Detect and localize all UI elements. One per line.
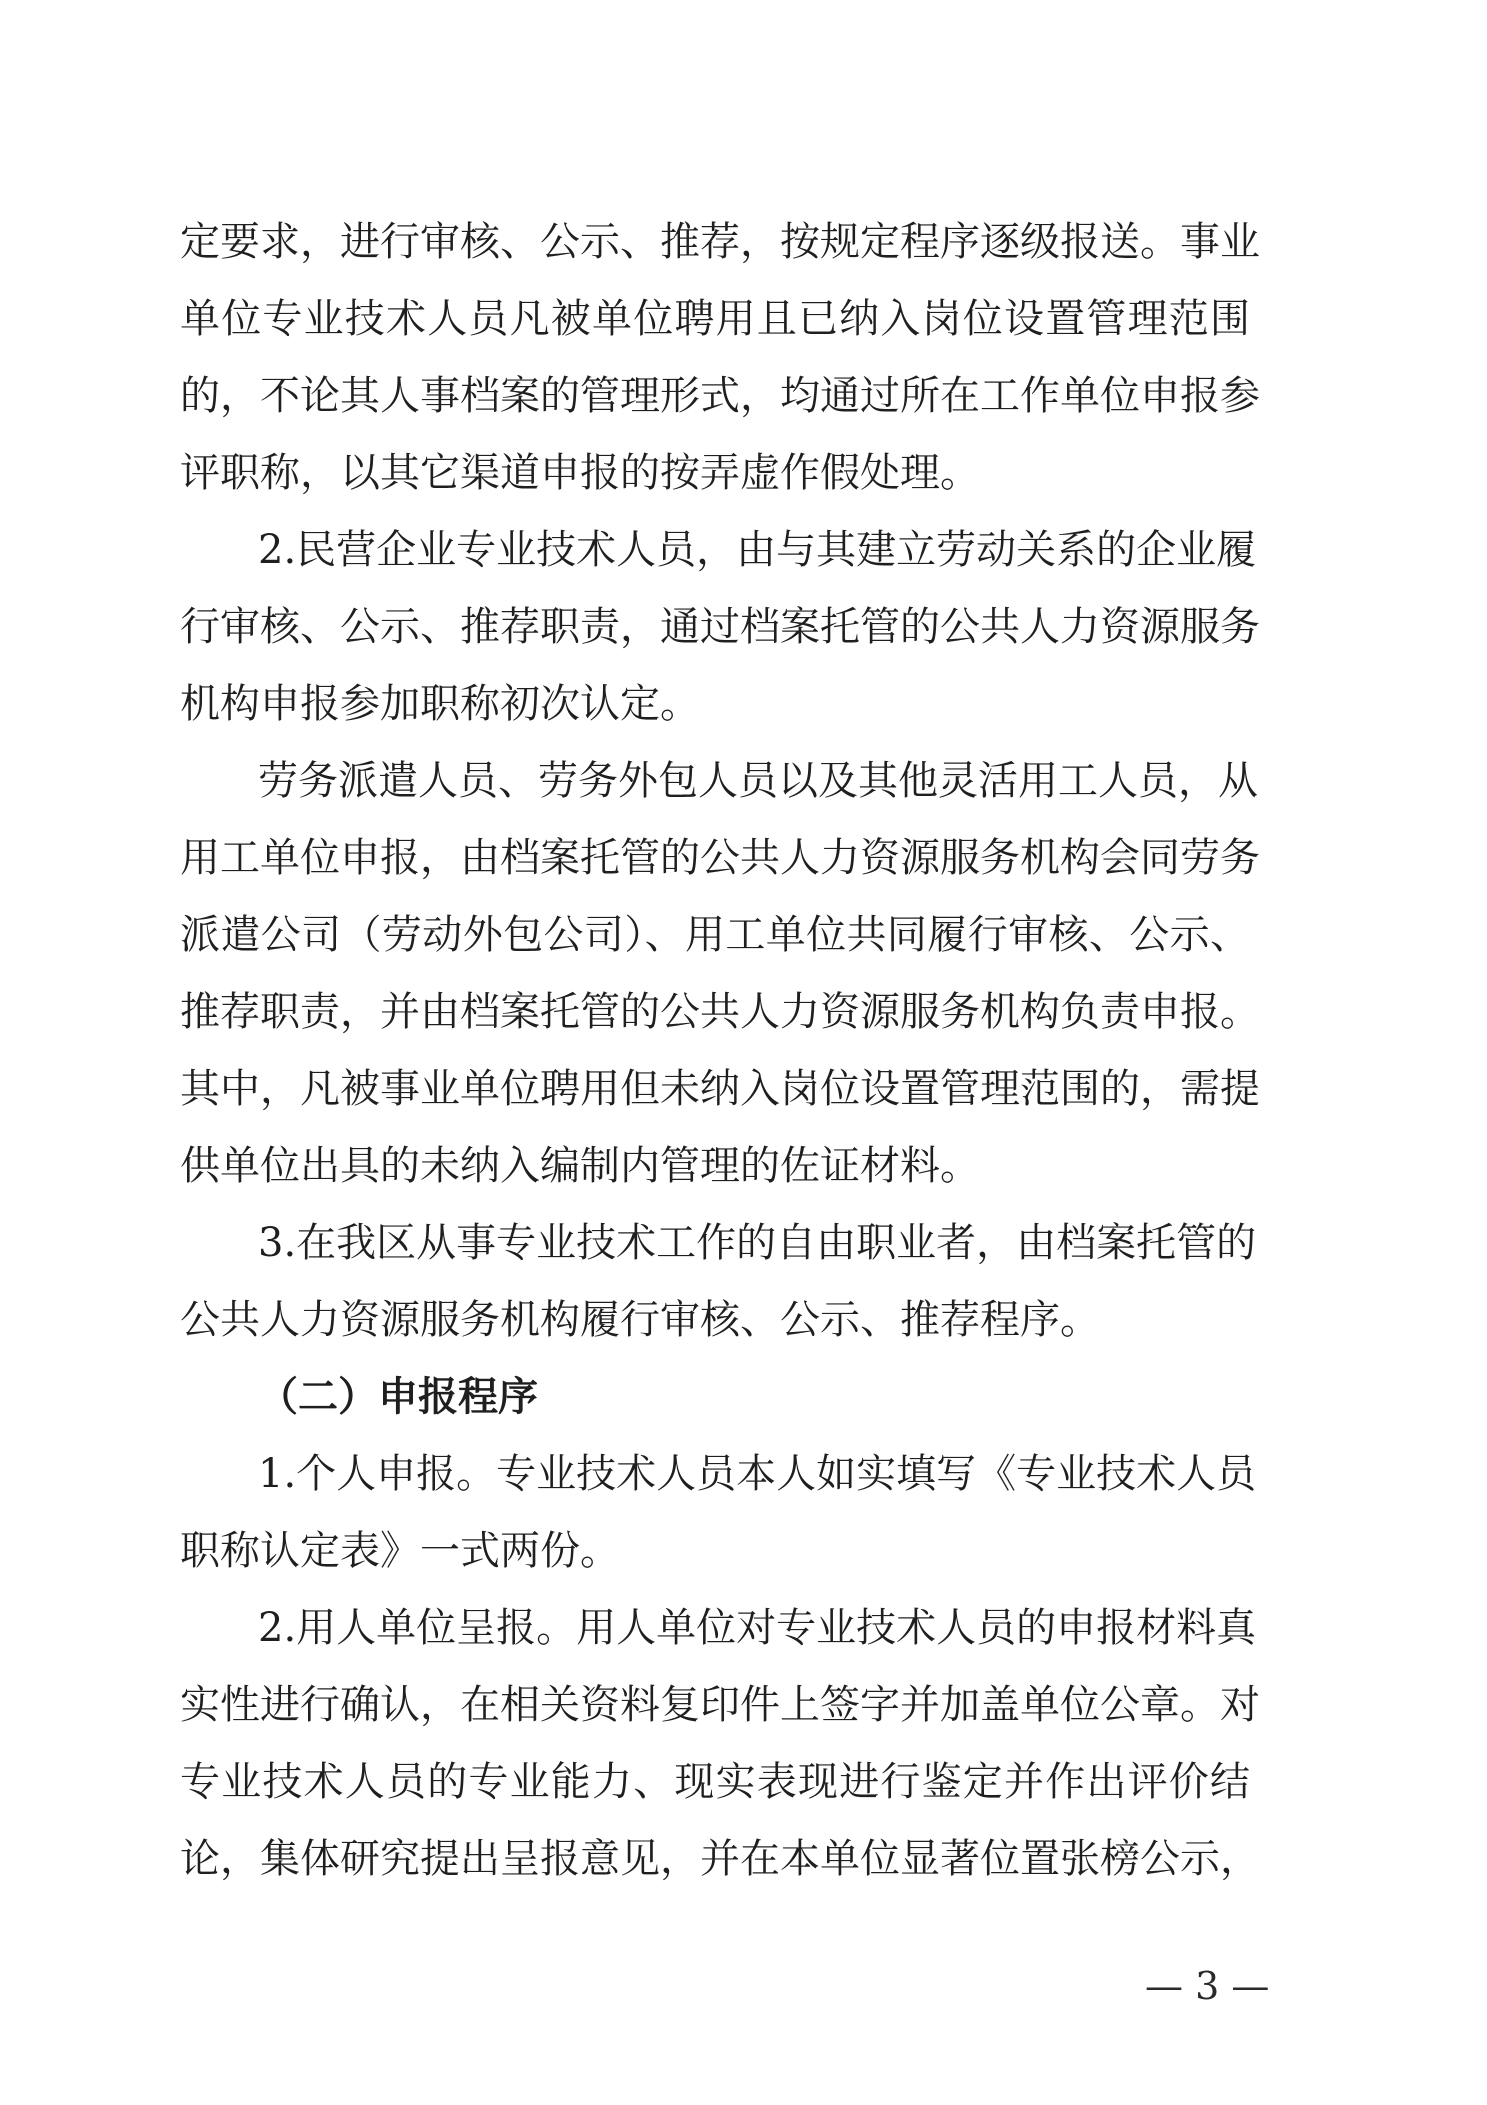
paragraph-start-line: 1.个人申报。专业技术人员本人如实填写《专业技术人员 [258, 1451, 1257, 1497]
text-line-6: 行审核、公示、推荐职责，通过档案托管的公共人力资源服务 [180, 604, 1260, 650]
text-line-11: 推荐职责，并由档案托管的公共人力资源服务机构负责申报。 [180, 989, 1260, 1035]
text-line-21: 专业技术人员的专业能力、现实表现进行鉴定并作出评价结 [180, 1759, 1250, 1805]
paragraph-start-line: 3.在我区从事专业技术工作的自由职业者，由档案托管的 [258, 1220, 1257, 1266]
text-line-9: 用工单位申报，由档案托管的公共人力资源服务机构会同劳务 [180, 835, 1260, 881]
text-line-3: 的，不论其人事档案的管理形式，均通过所在工作单位申报参 [180, 373, 1260, 419]
text-line-4: 评职称，以其它渠道申报的按弄虚作假处理。 [180, 450, 980, 496]
text-line-12: 其中，凡被事业单位聘用但未纳入岗位设置管理范围的，需提 [180, 1066, 1260, 1112]
text-line-13: 供单位出具的未纳入编制内管理的佐证材料。 [180, 1143, 980, 1189]
paragraph-start-line: 2.民营企业专业技术人员，由与其建立劳动关系的企业履 [258, 527, 1257, 573]
text-line-10: 派遣公司（劳动外包公司）、用工单位共同履行审核、公示、 [180, 912, 1250, 958]
text-line-1: 定要求，进行审核、公示、推荐，按规定程序逐级报送。事业 [180, 219, 1260, 265]
paragraph-start-line: 2.用人单位呈报。用人单位对专业技术人员的申报材料真 [258, 1605, 1257, 1651]
text-line-20: 实性进行确认，在相关资料复印件上签字并加盖单位公章。对 [180, 1682, 1260, 1728]
text-line-18: 职称认定表》一式两份。 [180, 1528, 620, 1574]
paragraph-start-line: 劳务派遣人员、劳务外包人员以及其他灵活用工人员，从 [258, 758, 1258, 804]
section-heading: （二）申报程序 [258, 1374, 538, 1420]
text-line-22: 论，集体研究提出呈报意见，并在本单位显著位置张榜公示， [180, 1836, 1260, 1882]
text-line-7: 机构申报参加职称初次认定。 [180, 681, 700, 727]
text-line-15: 公共人力资源服务机构履行审核、公示、推荐程序。 [180, 1297, 1100, 1343]
text-line-2: 单位专业技术人员凡被单位聘用且已纳入岗位设置管理范围 [180, 296, 1250, 342]
page-number: — 3 — [1145, 1964, 1270, 2008]
